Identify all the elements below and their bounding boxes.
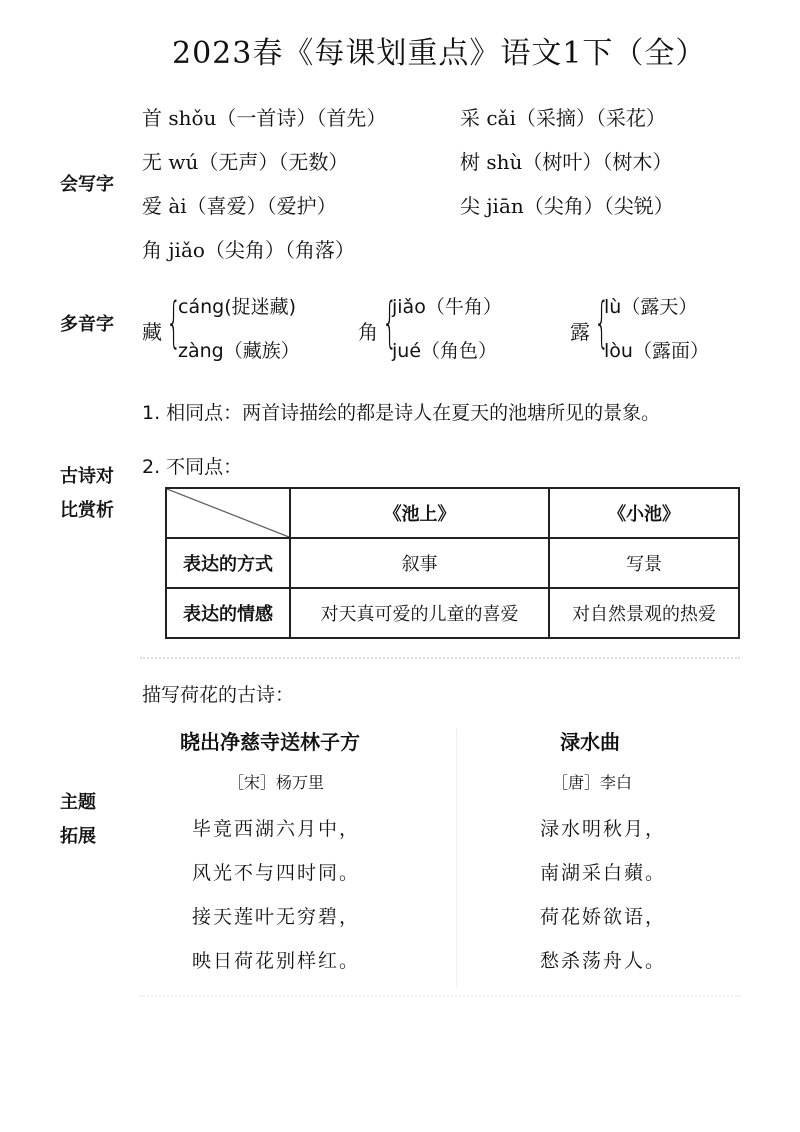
- table-row: [166, 588, 739, 638]
- poem-line: 毕竟西湖六月中，: [192, 818, 361, 840]
- poem-line: 映日荷花别样红。: [192, 950, 361, 972]
- poem-title: 渌水曲: [560, 730, 620, 754]
- compare-same: 1. 相同点：两首诗描绘的都是诗人在夏天的池塘所见的景象。: [142, 402, 661, 424]
- section-label-huixie: 会写字: [60, 174, 114, 195]
- theme-intro: 描写荷花的古诗：: [142, 684, 295, 706]
- brace-icon: {: [166, 291, 182, 354]
- poem-line: 渌水明秋月，: [540, 818, 667, 840]
- huixie-line: 首 shǒu（一首诗）（首先）: [142, 106, 387, 130]
- section-label-gushi: 古诗对 比赏析: [60, 466, 114, 521]
- divider: [140, 657, 740, 659]
- poem-line: 愁杀荡舟人。: [540, 950, 667, 972]
- duoyin-reading: jiǎo（牛角）: [392, 296, 502, 318]
- huixie-line: 树 shù（树叶）（树木）: [460, 150, 673, 174]
- duoyin-char: 角: [358, 320, 378, 344]
- duoyin-char: 藏: [142, 320, 162, 344]
- poem-divider: [456, 728, 457, 988]
- duoyin-char: 露: [570, 320, 590, 344]
- compare-diff: 2. 不同点：: [142, 456, 243, 478]
- poem-title: 晓出净慈寺送林子方: [180, 730, 360, 754]
- poem-line: 接天莲叶无穷碧，: [192, 906, 361, 928]
- duoyin-reading: lù（露天）: [604, 296, 698, 318]
- poem-line: 风光不与四时同。: [192, 862, 361, 884]
- table-header: 《池上》: [290, 488, 549, 538]
- huixie-line: 无 wú（无声）（无数）: [142, 150, 349, 174]
- page-title: 2023春《每课划重点》语文1下（全）: [172, 36, 707, 71]
- table-row: [166, 538, 739, 588]
- duoyin-reading: lòu（露面）: [604, 340, 709, 362]
- divider: [140, 995, 740, 997]
- duoyin-reading: jué（角色）: [392, 340, 498, 362]
- brace-icon: {: [594, 291, 610, 354]
- section-label-duoyin: 多音字: [60, 314, 114, 335]
- poem-author: ［宋］杨万里: [228, 773, 325, 792]
- compare-table: [165, 487, 740, 639]
- table-cell: 对自然景观的热爱: [549, 588, 739, 638]
- duoyin-reading: zàng（藏族）: [178, 340, 300, 362]
- poem-line: 荷花娇欲语，: [540, 906, 667, 928]
- row-label: 表达的方式: [166, 538, 290, 588]
- section-label-zhuti: 主题 拓展: [60, 792, 96, 847]
- table-cell: 叙事: [290, 538, 549, 588]
- poem-author: ［唐］李白: [552, 773, 633, 792]
- huixie-line: 采 cǎi（采摘）（采花）: [460, 106, 666, 130]
- huixie-line: 爱 ài（喜爱）（爱护）: [142, 194, 337, 218]
- duoyin-reading: cáng(捉迷藏): [178, 296, 297, 318]
- poem-line: 南湖采白蘋。: [540, 862, 667, 884]
- brace-icon: {: [382, 291, 398, 354]
- table-header: 《小池》: [549, 488, 739, 538]
- table-corner: [166, 488, 290, 538]
- huixie-line: 尖 jiān（尖角）（尖锐）: [460, 194, 674, 218]
- table-header-row: [166, 488, 739, 538]
- huixie-line: 角 jiǎo（尖角）（角落）: [142, 238, 355, 262]
- row-label: 表达的情感: [166, 588, 290, 638]
- table-cell: 对天真可爱的儿童的喜爱: [290, 588, 549, 638]
- table-cell: 写景: [549, 538, 739, 588]
